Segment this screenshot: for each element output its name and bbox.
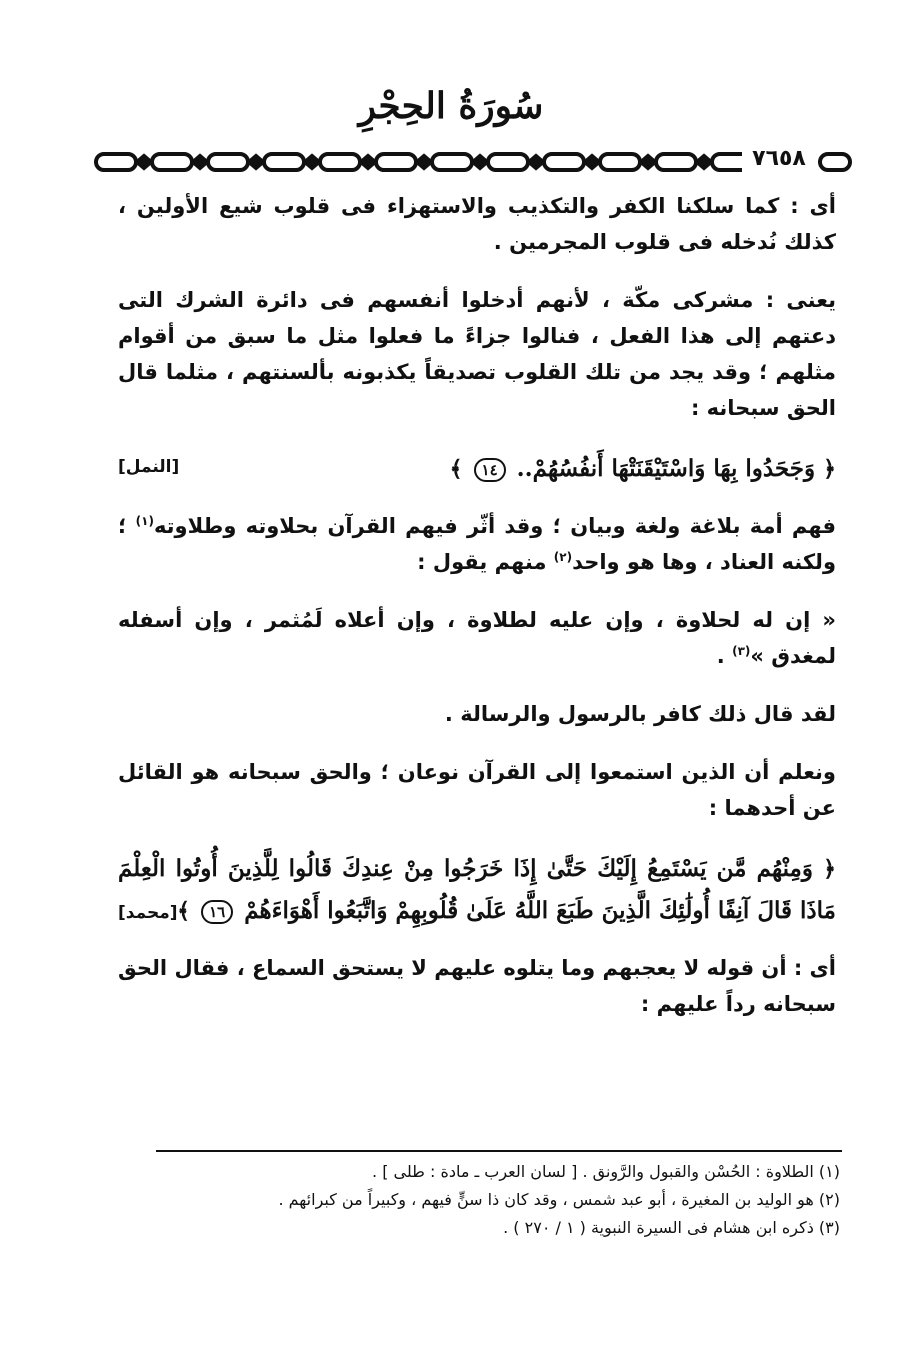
chain-link	[544, 154, 584, 170]
verse-open-bracket: ﴿	[823, 456, 836, 482]
chain-diamond	[585, 156, 599, 168]
chain-link	[600, 154, 640, 170]
quran-verse-1	[118, 448, 836, 490]
footnote-ref-3[interactable]: (٣)	[732, 644, 751, 658]
verse-open-bracket: ﴿	[823, 856, 836, 882]
chain-diamond	[417, 156, 431, 168]
chain-link	[488, 154, 528, 170]
paragraph-5: لقد قال ذلك كافر بالرسول والرسالة .	[444, 702, 836, 726]
paragraph-3	[118, 508, 836, 580]
paragraph-3-text-c: منهم يقول :	[417, 550, 554, 574]
verse-number: ١٦	[201, 900, 233, 924]
chain-diamond	[473, 156, 487, 168]
chain-diamond	[697, 156, 711, 168]
quote-text: « إن له لحلاوة ، وإن عليه لطلاوة ، وإن أعلاه لَمُثمر ، وإن أسفله لمغدق »	[118, 608, 836, 668]
chain-diamond	[137, 156, 151, 168]
footnote-ref-2[interactable]: (٢)	[553, 550, 573, 564]
paragraph-6: ونعلم أن الذين استمعوا إلى القرآن نوعان ؛ والحق سبحانه هو القائل عن أحدهما :	[118, 760, 836, 820]
footnote-1: (١) الطلاوة : الحُسْن والقبول والرَّونق . [ لسان العرب ـ مادة : طلى ] .	[372, 1162, 840, 1181]
quran-verse-2	[118, 848, 836, 932]
chain-end-link	[820, 154, 850, 170]
paragraph-3-text-b: ؛ ولكنه العناد ، وها هو واحد	[118, 514, 836, 574]
verse-source: [النمل]	[118, 457, 180, 477]
verse-text: وَجَحَدُوا بِهَا وَاسْتَيْقَنَتْهَا أَنفُسُهُمْ..	[516, 455, 816, 482]
paragraph-4-quote	[118, 602, 836, 674]
footnote-ref-1[interactable]: (١)	[135, 514, 154, 528]
chain-diamond	[361, 156, 375, 168]
verse-source: [محمد]	[118, 903, 178, 923]
chain-link	[152, 154, 192, 170]
paragraph-7: أى : أن قوله لا يعجبهم وما يتلوه عليهم لا يستحق السماع ، فقال الحق سبحانه رداً عليهم :	[117, 956, 836, 1016]
chain-link	[96, 154, 136, 170]
paragraph-2: يعنى : مشركى مكّة ، لأنهم أدخلوا أنفسهم فى دائرة الشرك التى دعتهم إلى هذا الفعل ، فنالوا جزاءً ما فعلوا مثل ما سبق من أقوام مثلهم ؛ وقد يجد من تلك القلوب تصديقاً يكذبونه بألسنتهم ، مثلما قال الحق سبحانه :	[118, 288, 836, 420]
chain-diamond	[305, 156, 319, 168]
footnotes	[118, 1158, 840, 1242]
chain-link	[656, 154, 696, 170]
footnote-2: (٢) هو الوليد بن المغيرة ، أبو عبد شمس ، وقد كان ذا سنٍّ فيهم ، وكبيراً من كبرائهم .	[278, 1190, 840, 1209]
page-body	[118, 188, 836, 1044]
chain-diamond	[641, 156, 655, 168]
verse-close-bracket: ﴾	[449, 456, 463, 482]
chain-link	[376, 154, 416, 170]
verse-text: وَمِنْهُم مَّن يَسْتَمِعُ إِلَيْكَ حَتَّىٰ إِذَا خَرَجُوا مِنْ عِندِكَ قَالُوا لِلَّذِينَ أُوتُوا الْعِلْمَ مَاذَا قَالَ آنِفًا أُولَٰئِكَ الَّذِينَ طَبَعَ اللَّهُ عَلَىٰ قُلُوبِهِمْ وَاتَّبَعُوا أَهْوَاءَهُمْ	[118, 855, 836, 924]
quote-end: .	[716, 644, 733, 668]
chain-link	[264, 154, 304, 170]
verse-close-bracket: ﴾	[177, 898, 191, 924]
chain-link	[432, 154, 472, 170]
chain-diamond	[529, 156, 543, 168]
page-number: ٧٦٥٨	[742, 146, 816, 172]
paragraph-1: أى : كما سلكنا الكفر والتكذيب والاستهزاء فى قلوب شيع الأولين ، كذلك نُدخله فى قلوب المجرمين .	[118, 194, 836, 254]
chain-link	[320, 154, 360, 170]
chain-diamond	[193, 156, 207, 168]
paragraph-3-text-a: فهم أمة بلاغة ولغة وبيان ؛ وقد أثّر فيهم القرآن بحلاوته وطلاوته	[153, 514, 836, 538]
chain-link	[208, 154, 248, 170]
verse-number: ١٤	[474, 458, 506, 482]
footnote-3: (٣) ذكره ابن هشام فى السيرة النبوية ( ١ / ٢٧٠ ) .	[503, 1218, 840, 1237]
footnote-divider	[156, 1150, 842, 1152]
surah-title: سُورَةُ الحِجْرِ	[358, 85, 544, 127]
chain-diamond	[249, 156, 263, 168]
